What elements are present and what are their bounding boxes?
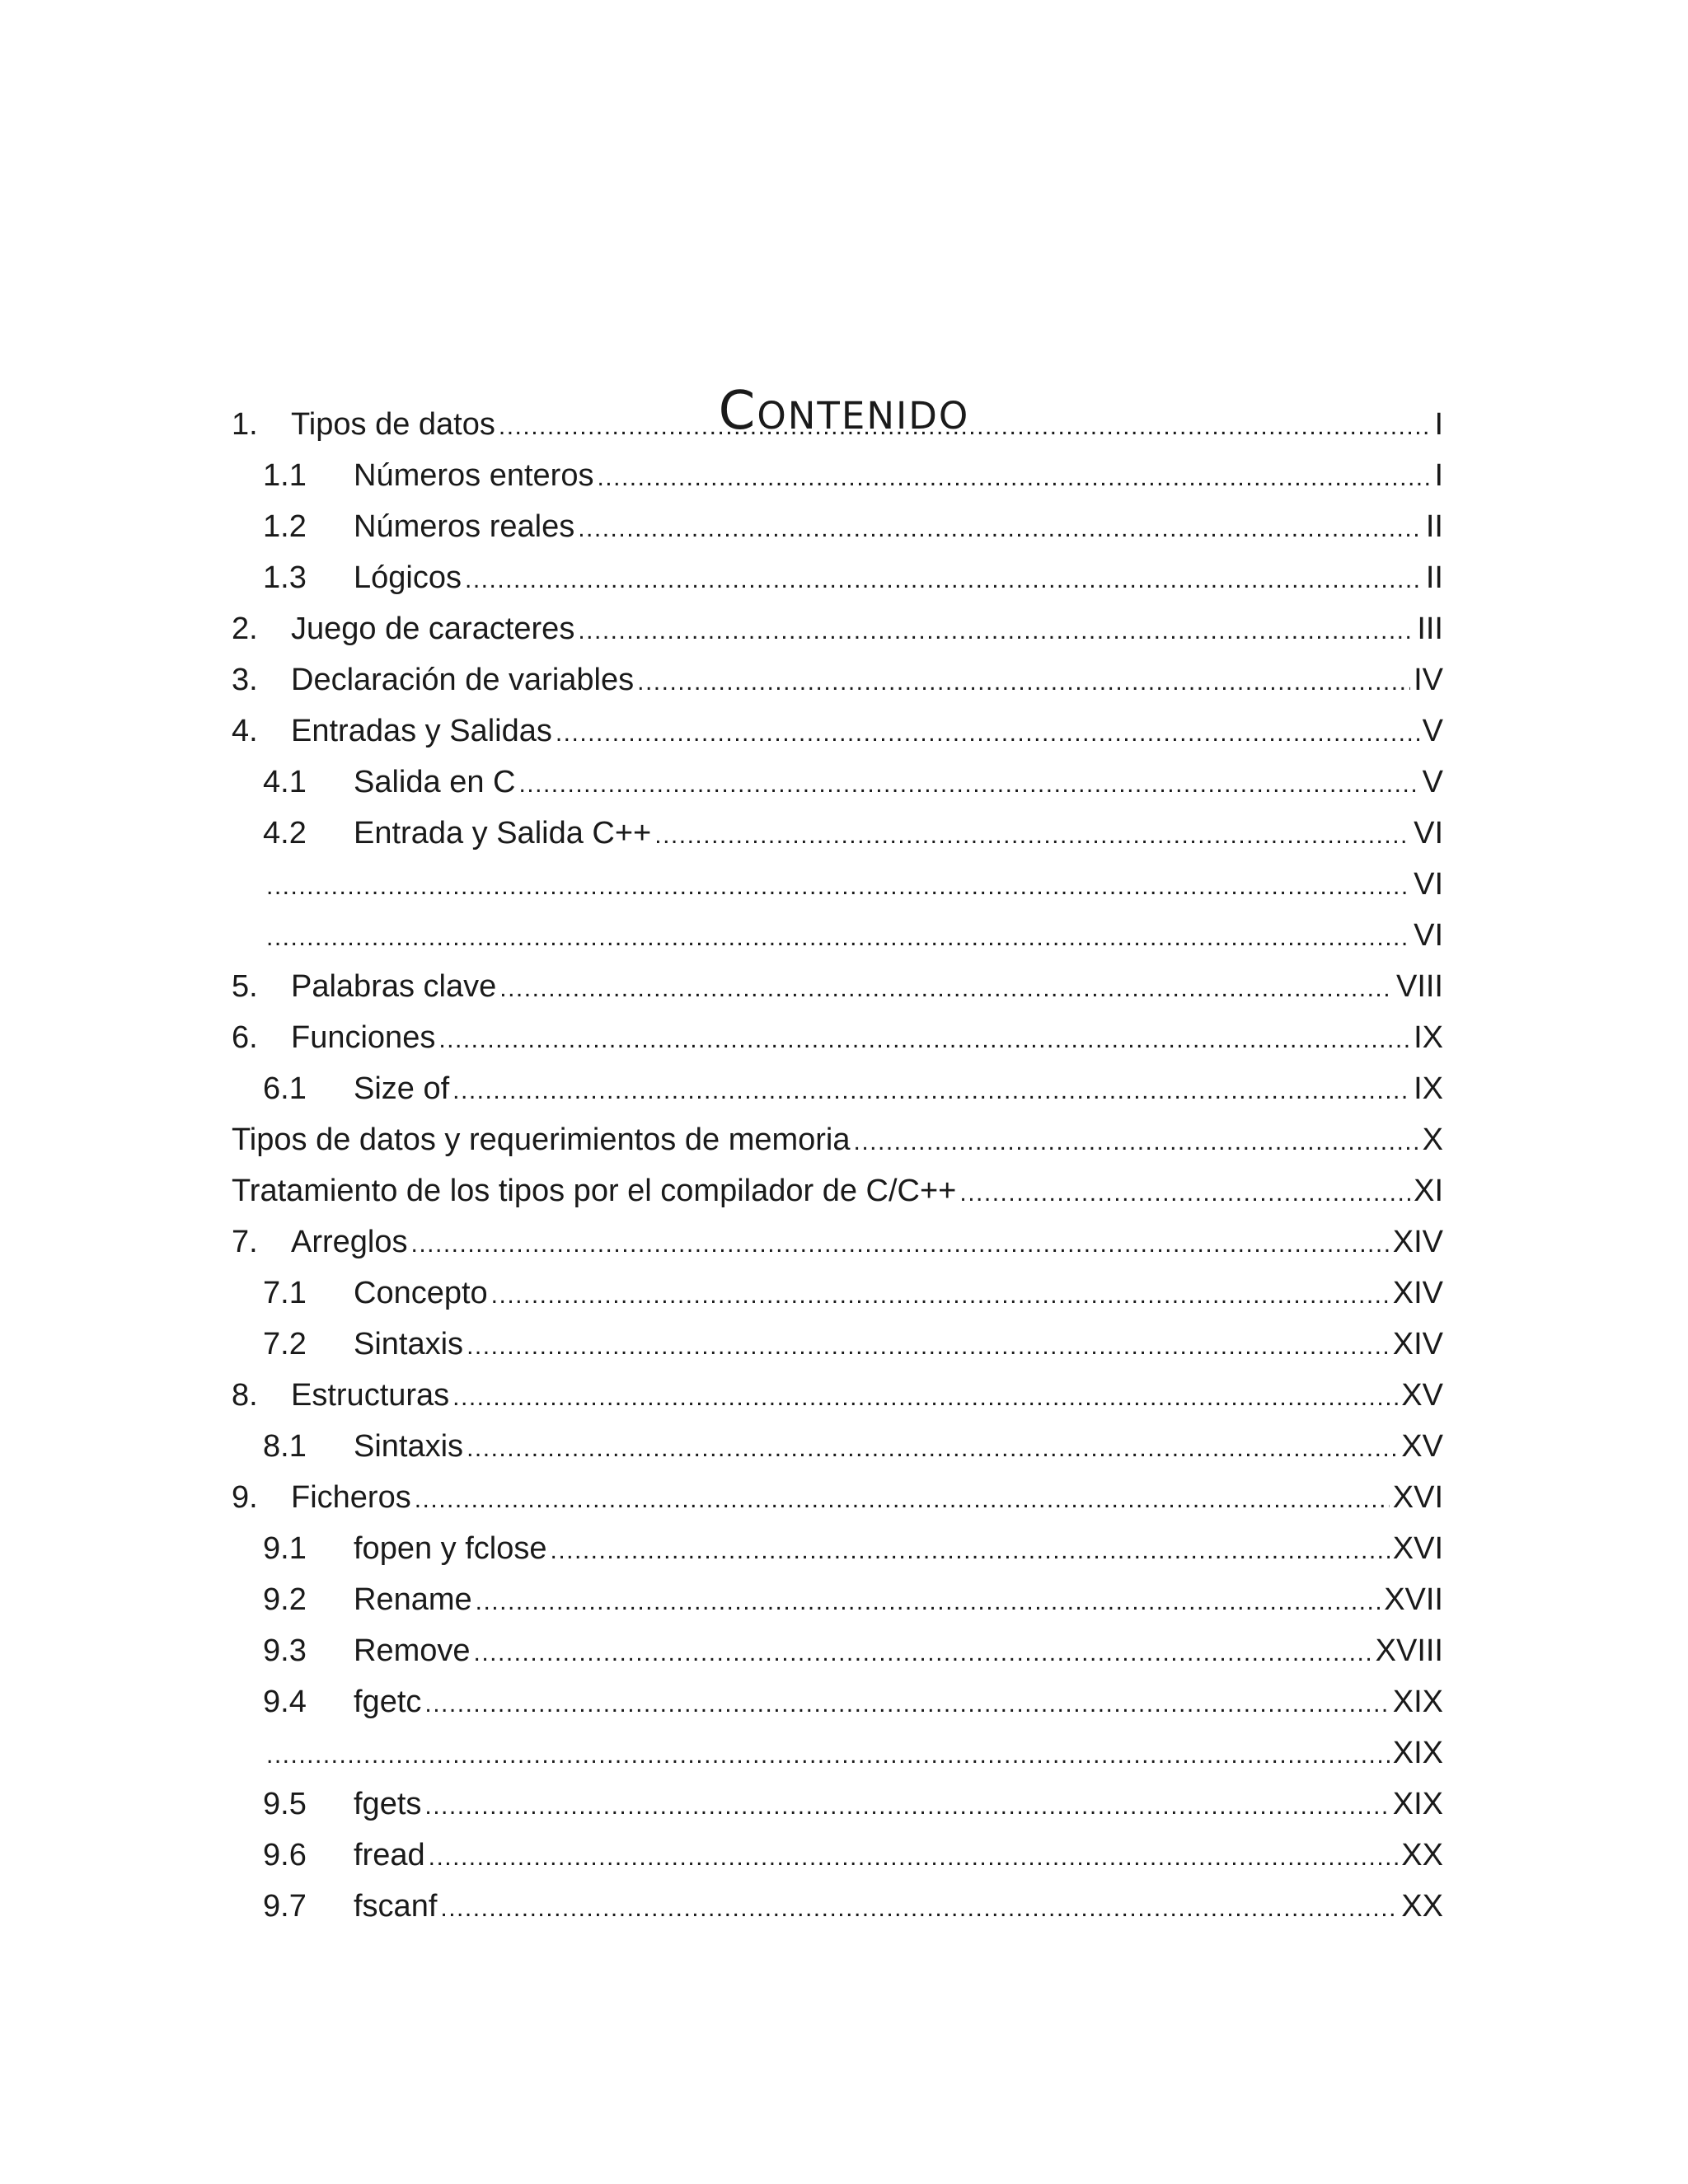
dot-leader bbox=[411, 1219, 1390, 1268]
toc-entry-page-number: VI bbox=[1414, 867, 1443, 902]
toc-entry-page-number: XV bbox=[1401, 1378, 1443, 1413]
dot-leader bbox=[424, 1679, 1389, 1727]
toc-entry-page-number: VIII bbox=[1395, 969, 1443, 1004]
dot-leader bbox=[550, 1526, 1389, 1574]
toc-entry-page-number: XVI bbox=[1392, 1531, 1443, 1566]
toc-entry-title: fscanf bbox=[354, 1889, 438, 1924]
toc-entry-title: Estructuras bbox=[291, 1378, 450, 1413]
toc-entry-page-number: XIV bbox=[1392, 1225, 1443, 1259]
page-title: Contenido bbox=[718, 380, 970, 442]
dot-leader bbox=[491, 1270, 1390, 1319]
toc-entry-page-number: X bbox=[1422, 1122, 1443, 1157]
dot-leader bbox=[959, 1168, 1410, 1216]
toc-entry-title: Números reales bbox=[354, 509, 575, 544]
toc-entry-page-number: XV bbox=[1401, 1429, 1443, 1464]
toc-entry-page-number: XIX bbox=[1392, 1736, 1443, 1770]
toc-entry-number: 9.6 bbox=[263, 1838, 307, 1872]
toc-entry-number: 6.1 bbox=[263, 1071, 307, 1106]
dot-leader bbox=[854, 1117, 1419, 1165]
toc-entry[interactable] bbox=[263, 1830, 1443, 1881]
toc-entry[interactable] bbox=[232, 705, 1443, 757]
toc-entry[interactable] bbox=[263, 1779, 1443, 1830]
toc-entry[interactable] bbox=[232, 1370, 1443, 1421]
toc-entry[interactable] bbox=[263, 859, 1443, 910]
toc-entry-title: fgetc bbox=[354, 1685, 422, 1719]
toc-entry[interactable] bbox=[232, 1012, 1443, 1063]
toc-entry[interactable] bbox=[263, 1063, 1443, 1114]
toc-entry-page-number: II bbox=[1425, 509, 1443, 544]
toc-entry[interactable] bbox=[263, 1319, 1443, 1370]
dot-leader bbox=[578, 606, 1414, 654]
toc-entry-page-number: XIV bbox=[1392, 1276, 1443, 1310]
dot-leader bbox=[637, 657, 1410, 705]
toc-entry-title: fread bbox=[354, 1838, 425, 1872]
toc-entry-number: 7.1 bbox=[263, 1276, 307, 1310]
toc-entry-title: Declaración de variables bbox=[291, 663, 635, 697]
toc-entry-page-number: XIX bbox=[1392, 1685, 1443, 1719]
toc-entry-title: Entradas y Salidas bbox=[291, 714, 552, 748]
toc-entry-page-number: VI bbox=[1414, 816, 1443, 851]
toc-entry[interactable] bbox=[232, 654, 1443, 705]
toc-entry-title: Size of bbox=[354, 1071, 450, 1106]
dot-leader bbox=[499, 963, 1393, 1012]
toc-entry-number: 7.2 bbox=[263, 1327, 307, 1361]
toc-entry-number: 2. bbox=[232, 612, 258, 646]
toc-entry-title: Lógicos bbox=[354, 560, 462, 595]
dot-leader bbox=[424, 1781, 1389, 1830]
dot-leader bbox=[556, 708, 1419, 757]
toc-entry-page-number: XVII bbox=[1384, 1582, 1443, 1617]
dot-leader bbox=[654, 810, 1410, 859]
toc-entry-number: 1.1 bbox=[263, 458, 307, 493]
toc-entry-page-number: XI bbox=[1414, 1174, 1443, 1208]
dot-leader bbox=[578, 504, 1423, 552]
toc-entry-number: 4.2 bbox=[263, 816, 307, 851]
toc-entry-title: Tratamiento de los tipos por el compilador de C/C++ bbox=[232, 1174, 957, 1208]
toc-entry-number: 1.3 bbox=[263, 560, 307, 595]
toc-entry-title: Rename bbox=[354, 1582, 472, 1617]
toc-entry[interactable] bbox=[232, 603, 1443, 654]
toc-entry[interactable] bbox=[263, 1676, 1443, 1727]
dot-leader bbox=[467, 1423, 1398, 1472]
toc-entry-title: Remove bbox=[354, 1633, 471, 1668]
toc-entry-page-number: XVI bbox=[1392, 1480, 1443, 1515]
toc-entry[interactable] bbox=[263, 808, 1443, 859]
toc-entry-page-number: V bbox=[1422, 714, 1443, 748]
dot-leader bbox=[266, 1730, 1390, 1779]
toc-entry-page-number: IX bbox=[1414, 1071, 1443, 1106]
toc-entry-title: fopen y fclose bbox=[354, 1531, 547, 1566]
toc-entry-title: Salida en C bbox=[354, 765, 516, 799]
toc-entry[interactable] bbox=[232, 1114, 1443, 1165]
dot-leader bbox=[266, 912, 1410, 961]
toc-entry-title: Juego de caracteres bbox=[291, 612, 575, 646]
toc-entry[interactable] bbox=[263, 910, 1443, 961]
toc-entry-page-number: IX bbox=[1414, 1020, 1443, 1055]
toc-entry-page-number: XX bbox=[1401, 1889, 1443, 1924]
toc-entry-title: Palabras clave bbox=[291, 969, 497, 1004]
toc-entry-page-number: IV bbox=[1414, 663, 1443, 697]
toc-entry-page-number: XX bbox=[1401, 1838, 1443, 1872]
toc-entry-number: 9.7 bbox=[263, 1889, 307, 1924]
toc-entry-number: 9. bbox=[232, 1480, 258, 1515]
toc-entry[interactable] bbox=[263, 757, 1443, 808]
toc-entry[interactable] bbox=[263, 1523, 1443, 1574]
dot-leader bbox=[467, 1321, 1390, 1370]
toc-entry-number: 9.1 bbox=[263, 1531, 307, 1566]
dot-leader bbox=[415, 1474, 1390, 1523]
toc-entry-number: 9.2 bbox=[263, 1582, 307, 1617]
toc-entry-title: Ficheros bbox=[291, 1480, 411, 1515]
toc-entry-page-number: I bbox=[1434, 407, 1443, 442]
toc-entry-page-number: XVIII bbox=[1375, 1633, 1443, 1668]
dot-leader bbox=[452, 1372, 1398, 1421]
toc-entry-number: 1.2 bbox=[263, 509, 307, 544]
dot-leader bbox=[518, 759, 1418, 808]
dot-leader bbox=[474, 1628, 1372, 1676]
dot-leader bbox=[266, 861, 1410, 910]
toc-entry-number: 9.4 bbox=[263, 1685, 307, 1719]
dot-leader bbox=[440, 1883, 1398, 1932]
toc-entry-page-number: I bbox=[1434, 458, 1443, 493]
toc-entry-number: 1. bbox=[232, 407, 258, 442]
toc-entry-number: 4. bbox=[232, 714, 258, 748]
toc-entry-number: 6. bbox=[232, 1020, 258, 1055]
toc-entry-number: 8.1 bbox=[263, 1429, 307, 1464]
toc-entry-number: 8. bbox=[232, 1378, 258, 1413]
toc-entry-title: Entrada y Salida C++ bbox=[354, 816, 652, 851]
toc-entry-number: 7. bbox=[232, 1225, 258, 1259]
toc-entry-page-number: II bbox=[1425, 560, 1443, 595]
dot-leader bbox=[597, 452, 1431, 501]
toc-entry[interactable] bbox=[232, 1165, 1443, 1216]
toc-entry-page-number: V bbox=[1422, 765, 1443, 799]
dot-leader bbox=[499, 401, 1432, 450]
toc-entry[interactable] bbox=[232, 961, 1443, 1012]
toc-entry[interactable] bbox=[263, 1574, 1443, 1625]
toc-entry[interactable] bbox=[263, 501, 1443, 552]
toc-entry[interactable] bbox=[232, 1472, 1443, 1523]
toc-entry-page-number: III bbox=[1417, 612, 1443, 646]
toc-entry-title: Arreglos bbox=[291, 1225, 408, 1259]
dot-leader bbox=[429, 1832, 1399, 1881]
toc-entry-title: Funciones bbox=[291, 1020, 436, 1055]
toc-entry[interactable] bbox=[263, 552, 1443, 603]
toc-entry[interactable] bbox=[263, 1268, 1443, 1319]
toc-entry-page-number: XIX bbox=[1392, 1787, 1443, 1821]
toc-entry-number: 4.1 bbox=[263, 765, 307, 799]
dot-leader bbox=[438, 1015, 1410, 1063]
toc-entry-title: fgets bbox=[354, 1787, 422, 1821]
toc-entry-number: 9.5 bbox=[263, 1787, 307, 1821]
toc-entry-title: Tipos de datos y requerimientos de memoria bbox=[232, 1122, 851, 1157]
toc-entry-title: Concepto bbox=[354, 1276, 488, 1310]
dot-leader bbox=[452, 1066, 1410, 1114]
toc-entry-number: 3. bbox=[232, 663, 258, 697]
toc-entry-title: Números enteros bbox=[354, 458, 594, 493]
toc-entry-title: Sintaxis bbox=[354, 1429, 464, 1464]
toc-entry-number: 5. bbox=[232, 969, 258, 1004]
toc-entry[interactable] bbox=[232, 399, 1443, 450]
toc-entry[interactable] bbox=[263, 1421, 1443, 1472]
toc-entry-title: Sintaxis bbox=[354, 1327, 464, 1361]
toc-entry-page-number: XIV bbox=[1392, 1327, 1443, 1361]
dot-leader bbox=[476, 1577, 1381, 1625]
dot-leader bbox=[465, 555, 1423, 603]
toc-entry[interactable] bbox=[263, 1625, 1443, 1676]
toc-entry[interactable] bbox=[263, 1881, 1443, 1932]
toc-entry-page-number: VI bbox=[1414, 918, 1443, 953]
toc-entry[interactable] bbox=[263, 450, 1443, 501]
toc-entry-number: 9.3 bbox=[263, 1633, 307, 1668]
toc-entry[interactable] bbox=[263, 1727, 1443, 1779]
toc-entry[interactable] bbox=[232, 1216, 1443, 1268]
toc-entry-title: Tipos de datos bbox=[291, 407, 495, 442]
